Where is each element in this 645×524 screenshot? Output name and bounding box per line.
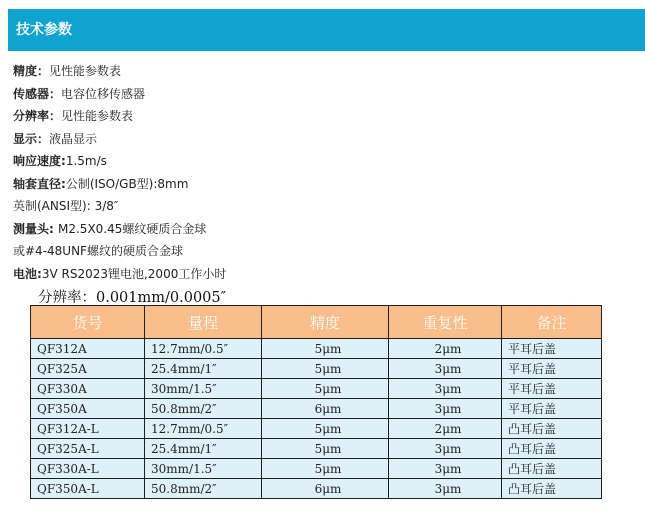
cell-range: 25.4mm/1″ (145, 359, 262, 379)
cell-part-number: QF350A (31, 399, 145, 419)
cell-repeatability: 3μm (389, 359, 502, 379)
cell-part-number: QF325A (31, 359, 145, 379)
cell-accuracy: 6μm (262, 479, 389, 499)
spec-label: 测量头 (13, 221, 50, 236)
cell-note: 平耳后盖 (502, 359, 602, 379)
cell-repeatability: 2μm (389, 339, 502, 359)
spec-line (13, 173, 633, 196)
table-row (31, 479, 602, 499)
spec-line (13, 150, 633, 173)
spec-value: 1.5m/s (65, 154, 107, 168)
spec-separator: : (49, 221, 58, 236)
cell-accuracy: 5μm (262, 359, 389, 379)
spec-label: 显示 (13, 131, 38, 146)
column-header-range: 量程 (145, 306, 262, 339)
spec-separator: : (61, 154, 66, 168)
cell-part-number: QF330A (31, 379, 145, 399)
cell-note: 平耳后盖 (502, 399, 602, 419)
cell-range: 50.8mm/2″ (145, 399, 262, 419)
spec-line (13, 128, 633, 151)
spec-separator: ： (49, 109, 62, 123)
spec-line (13, 218, 633, 241)
spec-label: 响应速度 (13, 154, 62, 168)
spec-line (13, 60, 633, 83)
cell-note: 凸耳后盖 (502, 419, 602, 439)
spec-separator: ： (37, 64, 50, 78)
spec-label: 分辨率 (13, 109, 50, 123)
cell-note: 平耳后盖 (502, 339, 602, 359)
spec-separator: : (61, 176, 66, 191)
cell-repeatability: 3μm (389, 439, 502, 459)
table-row (31, 379, 602, 399)
spec-line (13, 83, 633, 106)
column-header-part-number: 货号 (31, 306, 145, 339)
table-row (31, 459, 602, 479)
cell-note: 平耳后盖 (502, 379, 602, 399)
spec-value: M2.5X0.45螺纹硬质合金球 (58, 221, 207, 236)
cell-note: 凸耳后盖 (502, 479, 602, 499)
column-header-accuracy: 精度 (262, 306, 389, 339)
cell-range: 12.7mm/0.5″ (145, 419, 262, 439)
table-row (31, 419, 602, 439)
cell-range: 50.8mm/2″ (145, 479, 262, 499)
spec-value: 3V RS2023锂电池,2000工作小时 (41, 266, 227, 281)
spec-value: 公制(ISO/GB型):8mm (65, 176, 189, 191)
table-row (31, 399, 602, 419)
spec-value: 见性能参数表 (61, 109, 134, 123)
spec-value: 或#4-48UNF螺纹的硬质合金球 (13, 244, 183, 258)
cell-range: 12.7mm/0.5″ (145, 339, 262, 359)
cell-accuracy: 5μm (262, 439, 389, 459)
cell-note: 凸耳后盖 (502, 439, 602, 459)
cell-note: 凸耳后盖 (502, 459, 602, 479)
spec-separator: ： (49, 86, 62, 101)
cell-part-number: QF312A-L (31, 419, 145, 439)
section-title: 技术参数 (16, 22, 72, 38)
spec-list (13, 60, 633, 285)
table-row (31, 439, 602, 459)
spec-label: 电池 (13, 266, 38, 281)
cell-accuracy: 5μm (262, 339, 389, 359)
spec-line (13, 240, 633, 263)
cell-accuracy: 5μm (262, 379, 389, 399)
column-header-repeatability: 重复性 (389, 306, 502, 339)
cell-range: 25.4mm/1″ (145, 439, 262, 459)
cell-repeatability: 3μm (389, 379, 502, 399)
cell-part-number: QF312A (31, 339, 145, 359)
cell-repeatability: 3μm (389, 399, 502, 419)
parameter-table (30, 305, 602, 499)
cell-part-number: QF350A-L (31, 479, 145, 499)
cell-accuracy: 5μm (262, 459, 389, 479)
cell-repeatability: 3μm (389, 479, 502, 499)
cell-accuracy: 6μm (262, 399, 389, 419)
table-row (31, 359, 602, 379)
cell-range: 30mm/1.5″ (145, 459, 262, 479)
spec-line (13, 195, 633, 218)
spec-separator: ： (37, 131, 50, 146)
spec-value: 电容位移传感器 (61, 86, 146, 101)
spec-value: 液晶显示 (49, 131, 98, 146)
spec-label: 轴套直径 (13, 176, 62, 191)
spec-line (13, 263, 633, 286)
column-header-note: 备注 (502, 306, 602, 339)
spec-label: 传感器 (13, 86, 50, 101)
cell-accuracy: 5μm (262, 419, 389, 439)
spec-separator: : (37, 266, 42, 281)
cell-part-number: QF330A-L (31, 459, 145, 479)
table-header-row (31, 306, 602, 339)
section-header (8, 9, 645, 51)
cell-part-number: QF325A-L (31, 439, 145, 459)
cell-range: 30mm/1.5″ (145, 379, 262, 399)
table-row (31, 339, 602, 359)
resolution-title: 分辨率：0.001mm/0.0005″ (38, 290, 227, 306)
cell-repeatability: 2μm (389, 419, 502, 439)
spec-label: 精度 (13, 64, 38, 78)
spec-value: 见性能参数表 (49, 64, 122, 78)
spec-line (13, 105, 633, 128)
spec-value: 英制(ANSI型): 3/8″ (13, 199, 119, 213)
cell-repeatability: 3μm (389, 459, 502, 479)
